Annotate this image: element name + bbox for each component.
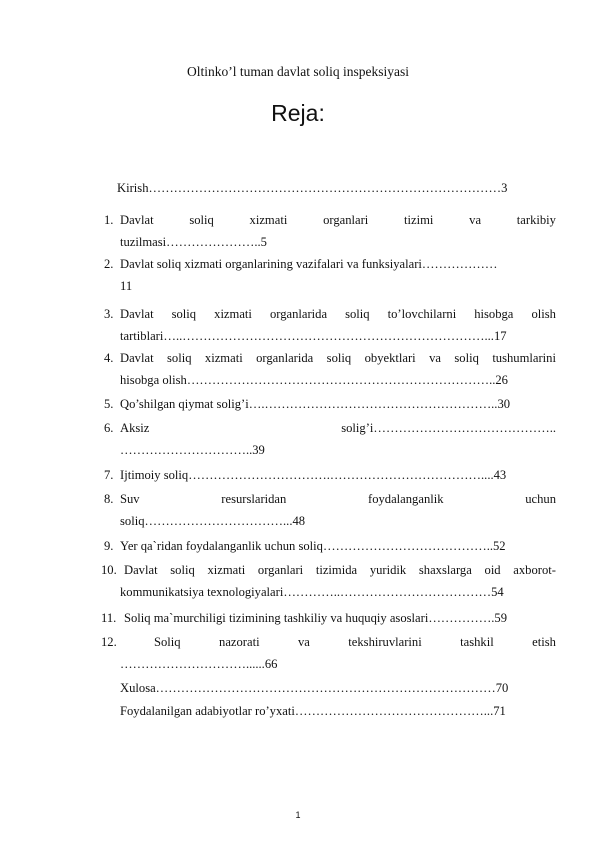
toc-entry-9[interactable]: Yer qa`ridan foydalanganlik uchun soliq…………………………………..52 bbox=[120, 539, 506, 553]
toc-word: foydalanganlik bbox=[368, 492, 444, 506]
toc-entry-3-continuation[interactable]: tartiblari…..………………………………………………………………...17 bbox=[120, 329, 507, 343]
toc-entry-xulosa[interactable]: Xulosa………………………………………………………………………70 bbox=[120, 681, 509, 695]
toc-word: soliq bbox=[189, 213, 214, 227]
toc-number-9: 9. bbox=[104, 539, 114, 553]
toc-entry-2-continuation[interactable]: 11 bbox=[120, 279, 133, 293]
toc-entry-12-continuation[interactable]: …………………………......66 bbox=[120, 657, 278, 671]
toc-word: soliq bbox=[171, 307, 197, 321]
toc-number-6: 6. bbox=[104, 421, 114, 435]
toc-entry-6-continuation[interactable]: …………………………..39 bbox=[120, 443, 265, 457]
toc-entry-4[interactable] bbox=[120, 350, 556, 366]
toc-entry-1[interactable] bbox=[120, 212, 556, 228]
toc-word: Soliq bbox=[154, 635, 181, 649]
toc-word: yuridik bbox=[369, 563, 407, 577]
toc-word: olish bbox=[531, 307, 556, 321]
toc-word: va bbox=[429, 351, 441, 365]
toc-entry-8[interactable] bbox=[120, 491, 556, 507]
toc-entry-10-continuation[interactable]: kommunikatsiya texnologiyalari…………..………………………………54 bbox=[120, 585, 504, 599]
toc-word: xizmati bbox=[249, 213, 288, 227]
toc-number-5: 5. bbox=[104, 397, 114, 411]
toc-word: soliq bbox=[345, 307, 370, 321]
toc-number-4: 4. bbox=[104, 351, 114, 365]
toc-word: oid bbox=[484, 563, 501, 577]
toc-word: tizimida bbox=[315, 563, 358, 577]
toc-number-8: 8. bbox=[104, 492, 114, 506]
toc-word: tekshiruvlarini bbox=[348, 635, 422, 649]
toc-word: va bbox=[297, 635, 310, 649]
toc-word: etish bbox=[532, 635, 556, 649]
toc-word: soliq bbox=[170, 563, 195, 577]
toc-entry-3[interactable] bbox=[120, 306, 556, 322]
toc-word: tizimi bbox=[404, 213, 434, 227]
toc-word: organlari bbox=[323, 213, 369, 227]
toc-number-1: 1. bbox=[104, 213, 114, 227]
toc-word: xizmati bbox=[214, 307, 252, 321]
toc-number-7: 7. bbox=[104, 468, 114, 482]
toc-number-11: 11. bbox=[101, 611, 117, 625]
toc-word: Davlat bbox=[120, 351, 154, 365]
page-title: Reja: bbox=[271, 100, 325, 126]
toc-entry-4-continuation[interactable]: hisobga olish………………………………………………………………..26 bbox=[120, 373, 508, 387]
toc-entry-5[interactable]: Qo’shilgan qiymat solig’i….………………………………………………..30 bbox=[120, 397, 511, 411]
toc-entry-2[interactable]: Davlat soliq xizmati organlarining vazifalari va funksiyalari……………… bbox=[120, 257, 498, 271]
toc-word: xizmati bbox=[204, 351, 243, 365]
document-header: Oltinko’l tuman davlat soliq inspeksiyasi bbox=[187, 64, 409, 79]
toc-entry-adabiyotlar[interactable]: Foydalanilgan adabiyotlar ro’yxati………………………………………...71 bbox=[120, 704, 506, 718]
toc-number-3: 3. bbox=[104, 307, 114, 321]
toc-entry-10[interactable] bbox=[124, 562, 556, 578]
toc-word: tashkil bbox=[460, 635, 494, 649]
toc-entry-11[interactable]: Soliq ma`murchiligi tizimining tashkiliy va huquqiy asoslari…………….59 bbox=[124, 611, 508, 625]
toc-word: soliq bbox=[326, 351, 352, 365]
toc-number-2: 2. bbox=[104, 257, 114, 271]
toc-number-12: 12. bbox=[101, 635, 117, 649]
toc-word: soliq bbox=[167, 351, 192, 365]
toc-word: tushumlarini bbox=[492, 351, 556, 365]
toc-word: solig’i…………………………………….. bbox=[341, 421, 556, 435]
toc-entry-1-continuation[interactable]: tuzilmasi…………………..5 bbox=[120, 235, 267, 249]
toc-word: axborot- bbox=[513, 563, 556, 577]
toc-word: tarkibiy bbox=[516, 213, 556, 227]
toc-word: to’lovchilarni bbox=[387, 307, 457, 321]
toc-word: uchun bbox=[525, 492, 556, 506]
toc-number-10: 10. bbox=[101, 563, 117, 577]
toc-word: resurslaridan bbox=[221, 492, 287, 506]
toc-entry-12[interactable] bbox=[154, 634, 556, 650]
page-number: 1 bbox=[295, 810, 301, 820]
toc-word: Suv bbox=[120, 492, 140, 506]
toc-word: organlarida bbox=[256, 351, 314, 365]
toc-word: xizmati bbox=[207, 563, 246, 577]
toc-word: Aksiz bbox=[120, 421, 150, 435]
toc-word: organlarida bbox=[269, 307, 328, 321]
toc-entry-kirish[interactable]: Kirish…………………………………………………………………………3 bbox=[117, 181, 508, 195]
toc-word: va bbox=[469, 213, 482, 227]
toc-entry-6[interactable] bbox=[120, 420, 556, 436]
toc-word: Davlat bbox=[120, 213, 154, 227]
toc-word: Davlat bbox=[124, 563, 158, 577]
toc-word: organlari bbox=[257, 563, 304, 577]
toc-entry-8-continuation[interactable]: soliq……………………………...48 bbox=[120, 514, 306, 528]
toc-word: hisobga bbox=[474, 307, 514, 321]
toc-word: nazorati bbox=[219, 635, 260, 649]
toc-word: soliq bbox=[454, 351, 479, 365]
toc-entry-7[interactable]: Ijtimoiy soliq…………………………….………………………………....43 bbox=[120, 468, 507, 482]
toc-word: Davlat bbox=[120, 307, 154, 321]
toc-word: obyektlari bbox=[364, 351, 416, 365]
toc-word: shaxslarga bbox=[418, 563, 472, 577]
